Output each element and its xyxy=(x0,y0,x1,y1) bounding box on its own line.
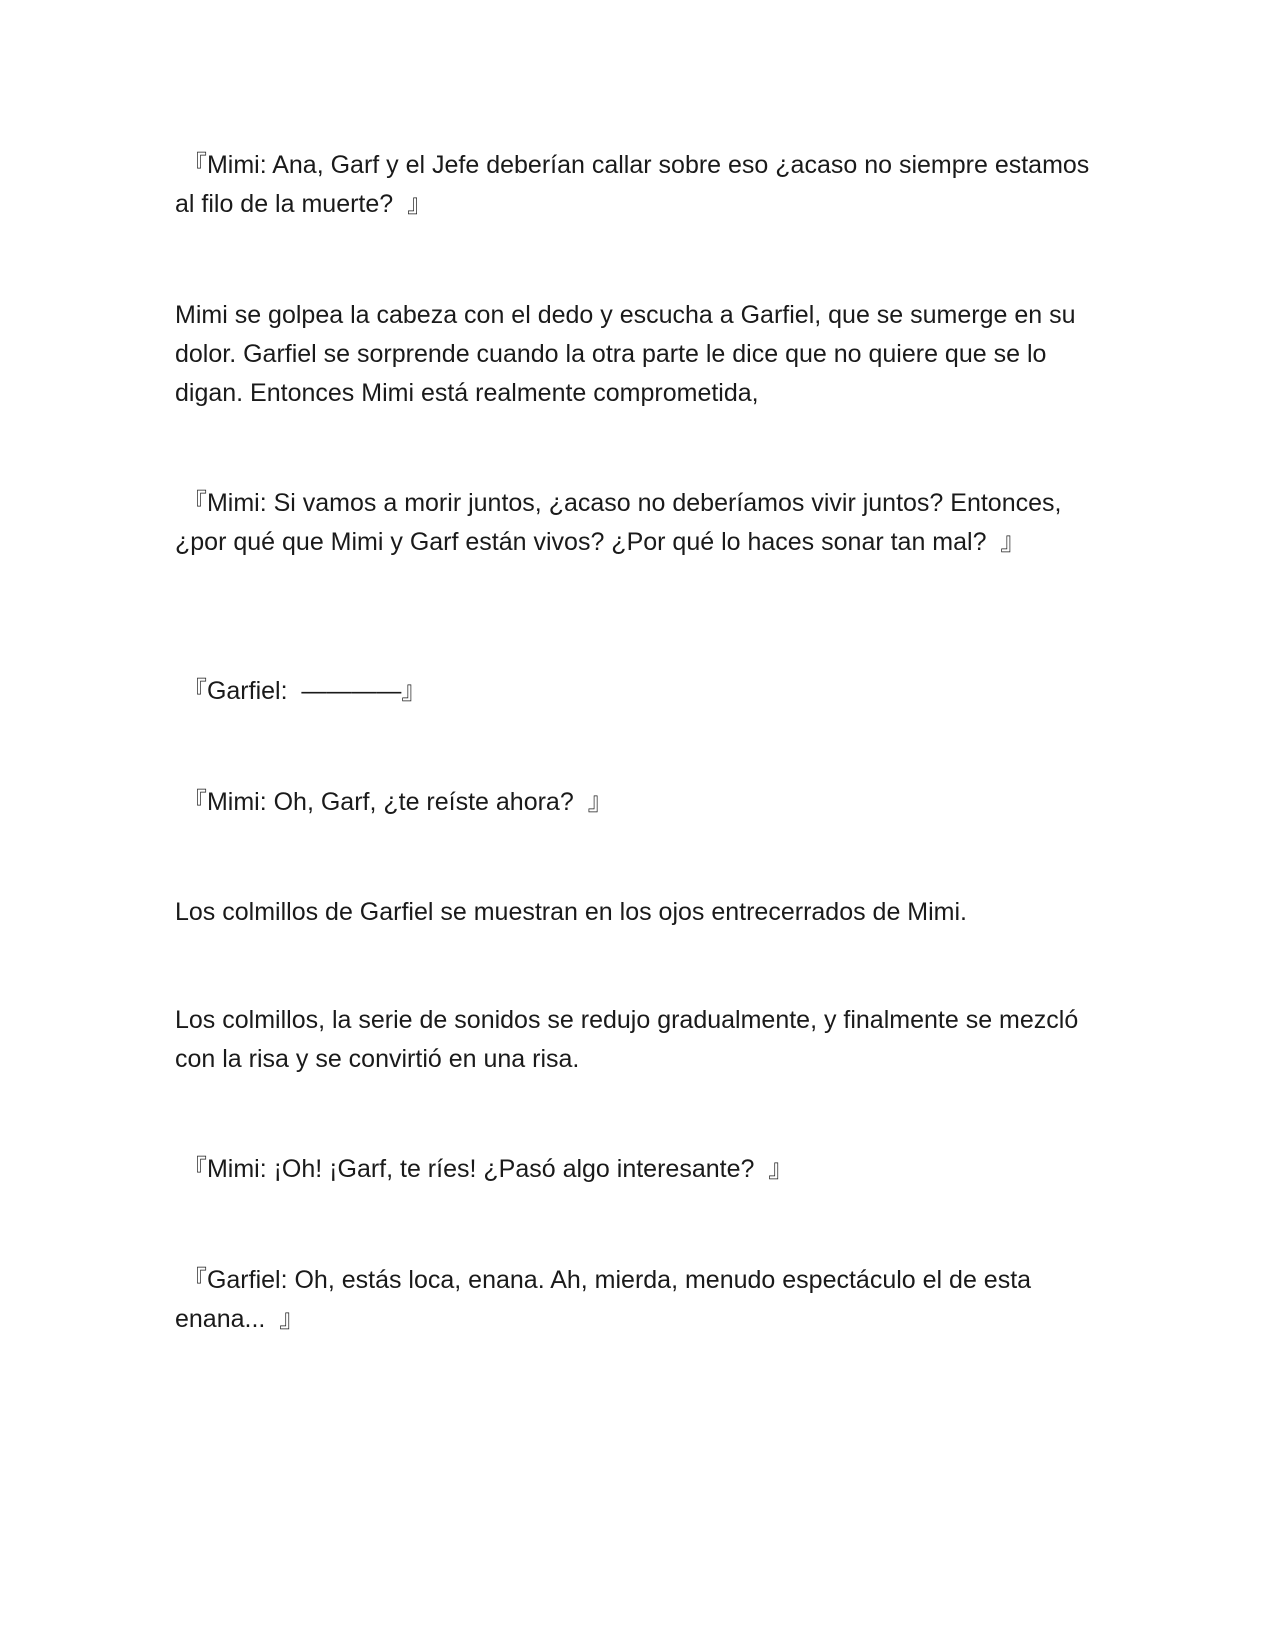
dialogue-paragraph: 『Garfiel: ————』 xyxy=(175,677,427,705)
dialogue-paragraph: 『Mimi: Oh, Garf, ¿te reíste ahora? 』 xyxy=(175,788,613,816)
narration-paragraph: Los colmillos, la serie de sonidos se redujo gradualmente, y finalmente se mezcló con la risa y se convirtió en una risa. xyxy=(175,1006,1086,1073)
dialogue-paragraph: 『Garfiel: Oh, estás loca, enana. Ah, mierda, menudo espectáculo el de esta enana... 』 xyxy=(175,1266,1039,1333)
dialogue-paragraph: 『Mimi: Ana, Garf y el Jefe deberían callar sobre eso ¿acaso no siempre estamos al filo de la muerte? 』 xyxy=(175,151,1097,218)
dialogue-paragraph: 『Mimi: Si vamos a morir juntos, ¿acaso no deberíamos vivir juntos? Entonces, ¿por qué que Mimi y Garf están vivos? ¿Por qué lo haces sonar tan mal? 』 xyxy=(175,489,1069,556)
narration-paragraph: Los colmillos de Garfiel se muestran en los ojos entrecerrados de Mimi. xyxy=(175,898,968,926)
narration-paragraph: Mimi se golpea la cabeza con el dedo y escucha a Garfiel, que se sumerge en su dolor. Garfiel se sorprende cuando la otra parte le dice que no quiere que se lo digan. Entonces Mimi está realmente comprometida, xyxy=(175,301,1083,407)
dialogue-paragraph: 『Mimi: ¡Oh! ¡Garf, te ríes! ¿Pasó algo interesante? 』 xyxy=(175,1155,794,1183)
